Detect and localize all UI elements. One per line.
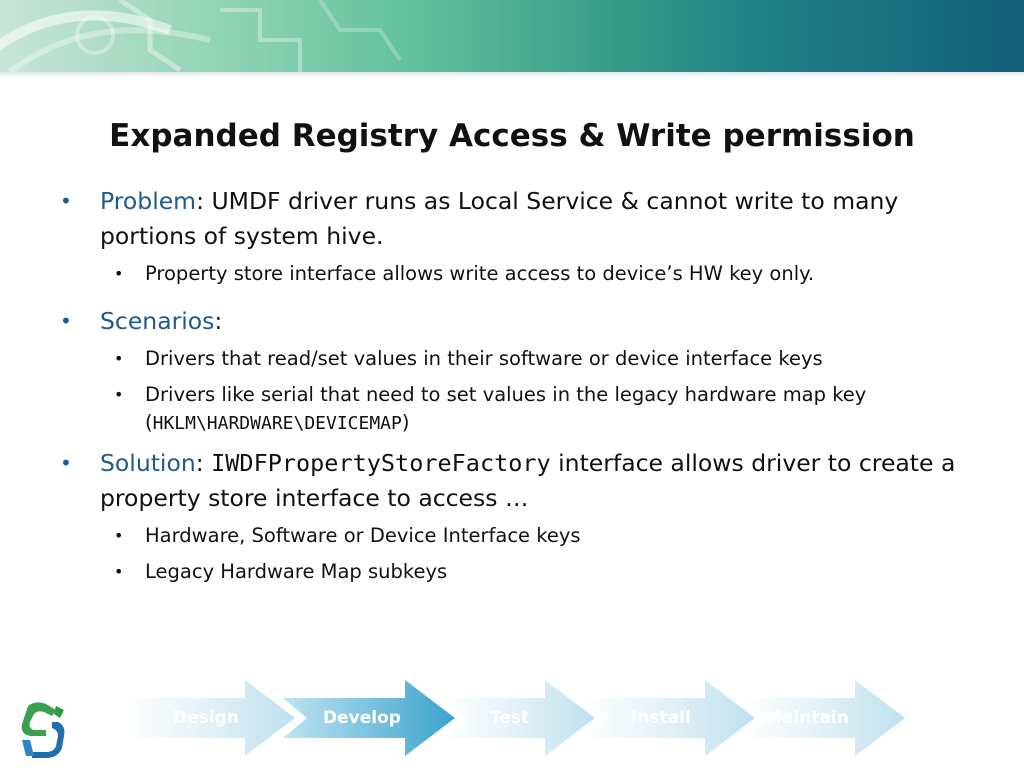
slide-title: Expanded Registry Access & Write permission	[109, 118, 915, 154]
sub-bullet-text: Property store interface allows write access to device’s HW key only.	[145, 262, 815, 285]
registry-path-code: HKLM\HARDWARE\DEVICEMAP	[152, 413, 402, 434]
solution-sep: :	[195, 449, 212, 477]
sub-bullet-legacy-subkeys	[60, 558, 980, 586]
solution-keyword: Solution	[100, 449, 196, 477]
sub-bullet-text: Drivers like serial that need to set values in the legacy hardware map key (	[145, 383, 867, 434]
banner-pattern	[0, 0, 1024, 72]
interface-name-code: IWDFPropertyStoreFactory	[211, 449, 551, 477]
sub-bullet-text: Drivers that read/set values in their software or device interface keys	[145, 347, 823, 370]
sub-bullet-read-set	[60, 345, 980, 373]
step-develop: Develop	[323, 708, 401, 728]
bullet-icon: •	[114, 264, 124, 283]
sub-bullet-legacy-map	[60, 381, 980, 438]
solution-text: interface allows driver to create a property store interface to access …	[100, 449, 956, 512]
windows-driver-logo-icon	[16, 700, 70, 762]
bullet-icon: •	[114, 385, 124, 404]
step-design: Design	[173, 708, 239, 728]
sub-bullet-text: Legacy Hardware Map subkeys	[145, 560, 448, 583]
sub-bullet-keys	[60, 522, 980, 550]
problem-keyword: Problem	[100, 187, 197, 215]
bullet-solution	[60, 446, 980, 516]
bullet-icon: •	[114, 526, 124, 545]
step-install: Install	[631, 708, 691, 728]
header-banner	[0, 0, 1024, 72]
scenarios-sep: :	[214, 307, 223, 335]
bullet-icon: •	[60, 451, 72, 475]
bullet-icon: •	[60, 189, 72, 213]
workflow-bar	[125, 678, 915, 758]
step-test: Test	[490, 708, 530, 728]
problem-text: UMDF driver runs as Local Service & cannot write to many portions of system hive.	[100, 187, 899, 250]
scenarios-keyword: Scenarios	[100, 307, 215, 335]
sub-bullet-text-end: )	[401, 411, 410, 434]
problem-sep: :	[196, 187, 204, 215]
sub-bullet-text: Hardware, Software or Device Interface keys	[145, 524, 581, 547]
step-maintain: Maintain	[765, 708, 849, 728]
bullet-scenarios	[60, 304, 980, 339]
bullet-icon: •	[114, 349, 124, 368]
slide-content	[60, 184, 980, 594]
bullet-icon: •	[60, 309, 72, 333]
banner-divider	[0, 72, 1024, 78]
bullet-problem	[60, 184, 980, 254]
bullet-icon: •	[114, 562, 124, 581]
sub-bullet-property-store	[60, 260, 980, 288]
